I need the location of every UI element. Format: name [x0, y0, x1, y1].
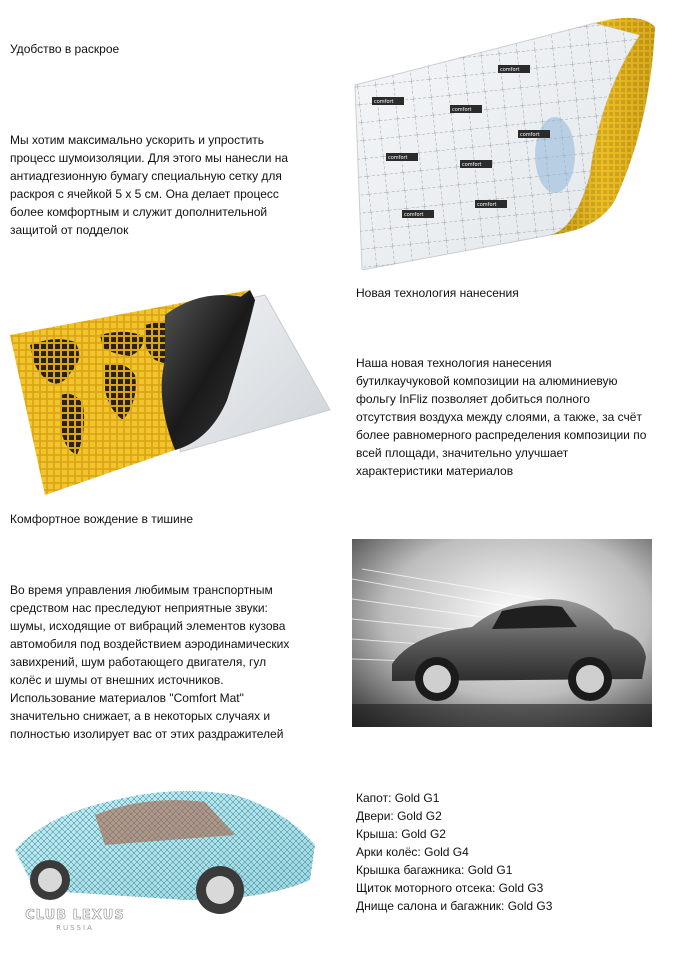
gold-map-sheet-image	[5, 280, 335, 505]
list-item: Крыша: Gold G2	[356, 827, 446, 841]
svg-text:comfort: comfort	[374, 99, 394, 105]
list-item: Крышка багажника: Gold G1	[356, 863, 513, 877]
cutting-text: Мы хотим максимально ускорить и упростить процесс шумоизоляции. Для этого мы нанесли на антиадгезионную бумагу специальную сетку для раскроя с ячейкой 5 х 5 см. Она делает процесс более комфортным и служит дополнительной защитой от подделок	[10, 133, 289, 237]
svg-text:RUSSIA: RUSSIA	[56, 924, 94, 932]
list-item: Двери: Gold G2	[356, 809, 442, 823]
svg-text:comfort: comfort	[477, 202, 497, 208]
list-item: Арки колёс: Gold G4	[356, 845, 469, 859]
svg-text:comfort: comfort	[462, 162, 482, 168]
list-item: Днище салона и багажник: Gold G3	[356, 899, 553, 913]
svg-text:comfort: comfort	[388, 155, 408, 161]
svg-text:comfort: comfort	[520, 132, 540, 138]
watermark-logo	[25, 908, 124, 932]
comfort-heading: Комфортное вождение в тишине	[10, 512, 194, 526]
technology-text: Наша новая технология нанесения бутилкаучуковой композиции на алюминиевую фольгу InFliz позволяет добиться полного отсутствия воздуха между слоями, а также, за счёт более равномерного распределения композиции по всей площади, значительно улучшает характеристики материалов	[356, 356, 647, 478]
svg-text:comfort: comfort	[452, 107, 472, 113]
svg-text:comfort: comfort	[500, 67, 520, 73]
list-item: Капот: Gold G1	[356, 791, 440, 805]
cutting-heading: Удобство в раскрое	[10, 42, 120, 56]
svg-text:CLUB LEXUS: CLUB LEXUS	[25, 908, 125, 923]
comfort-text: Во время управления любимым транспортным средством нас преследуют неприятные звуки: шумы, исходящие от вибраций элементов кузова автомобиля под воздействием аэродинамических завихрений, шум работающего двигателя, гул колёс и шумы от внешних источников. Использование материалов "Comfort Mat" значительно снижает, а в некоторых случаях и полностью изолирует вас от этих раздражителей	[10, 583, 290, 741]
spec-list	[356, 789, 552, 915]
list-item: Щиток моторного отсека: Gold G3	[356, 881, 544, 895]
technology-heading: Новая технология нанесения	[356, 286, 519, 300]
grid-sheet-image	[350, 15, 660, 270]
svg-text:comfort: comfort	[404, 212, 424, 218]
wireframe-car-image	[5, 760, 330, 940]
car-motion-image	[352, 539, 652, 727]
